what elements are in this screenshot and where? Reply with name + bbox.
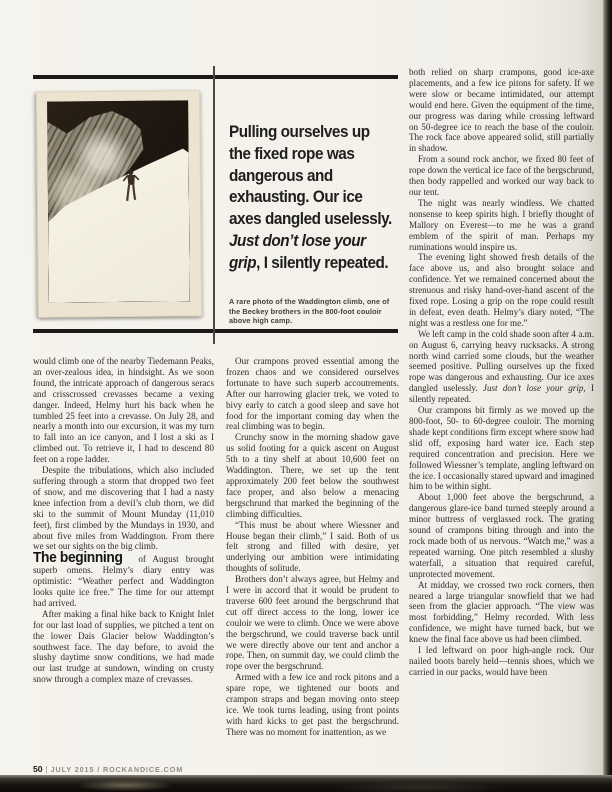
article-column-middle <box>226 356 399 738</box>
section-heading: The beginning <box>33 549 123 567</box>
paragraph: At midday, we crossed two rock corners, then neared a large triangular snowfield that we had seen from the glacier approach. “The view was most forbidding,” Helmy recorded. With less confidence, we might have turned back, but we knew the final face above us had been climbed. <box>409 579 594 645</box>
photo-image <box>47 100 190 302</box>
pull-quote-text: Pulling ourselves up the fixed rope was dangerous and exhausting. Our ice axes dangled uselessly. <box>229 122 392 229</box>
paragraph: Crunchy snow in the morning shadow gave us solid footing for a quick ascent on August 5th to a tiny shelf at about 10,600 feet on Waddington. There, we set up the tent approximately 200 feet below the southwest face proper, and also below a menacing bergschrund that marked the beginning of the climbing difficulties. <box>226 432 399 519</box>
paragraph: Armed with a few ice and rock pitons and a spare rope, we tightened our boots and crampon straps and began moving onto steep ice. We took turns leading, using front points with hard kicks to get past the bergschrund. There was no moment for inattention, as we <box>226 672 399 737</box>
pull-quote-text-end: , I silently repeated. <box>256 252 389 272</box>
page-edge-bottom <box>0 775 612 792</box>
paragraph: would climb one of the nearby Tiedemann Peaks, an over-zealous idea, in hindsight. As we soon found, the intricate approach of dangerous seracs and crisscrossed crevasses became a vexing danger. Indeed, Helmy hurt his back when he tumbled 25 feet into a crevasse. On July 28, and nearly a month into our excursion, it was my turn to fall into an ice canyon, and I lost a ski as I climbed out. To retrieve it, I had to descend 80 feet on a rope ladder. <box>33 356 214 465</box>
pull-quote-italic: Just don’t lose your grip <box>229 230 366 272</box>
paragraph: “This must be about where Wiessner and House began their climb,” I said. Both of us felt strong and filled with desire, yet underlying our ambition were intimidating thoughts of solitude. <box>226 519 399 574</box>
waddington-photo <box>36 90 202 317</box>
paragraph: About 1,000 feet above the bergschrund, a dangerous glare-ice band turned steeply around a minor buttress of verglassed rock. The grating sound of crampons biting through and into the rock made both of us nervous. “Watch me,” was a repeated warning. One pitch resembled a slushy waterfall, a situation that required careful, unprotected movement. <box>409 492 594 579</box>
page-edge-right <box>603 0 612 779</box>
article-column-right <box>409 67 594 678</box>
paragraph-text-end: I silently repeated. <box>409 383 594 405</box>
feature-rule-bottom <box>33 329 398 333</box>
paragraph <box>409 329 594 405</box>
photo-caption: A rare photo of the Waddington climb, one of the Beckey brothers in the 800-foot couloir above high camp. <box>229 297 390 326</box>
paragraph: From a sound rock anchor, we fixed 80 feet of rope down the vertical ice face of the bergschrund, then body rappelled and worked our way back to our tent. <box>409 154 594 197</box>
section-paragraph <box>33 549 214 609</box>
paragraph: Despite the tribulations, which also included suffering through a storm that dropped two feet of snow, and me discovering that I had a nasty knee infection from a devil’s club thorn, we did ski to the summit of Mount Munday (11,010 feet), first climbed by the Mundays in 1930, and about five miles from Waddington. From there we set our sights on the big climb. <box>33 465 214 552</box>
paragraph: of August brought superb omens. Helmy’s diary entry was optimistic: “Weather perfect and Waddington looks quite ice free.” The time for our attempt had arrived. <box>33 554 214 608</box>
paragraph-italic: Just don’t lose your grip, <box>482 383 586 394</box>
climber-figure-icon <box>121 169 143 203</box>
footer-separator: | <box>45 765 48 774</box>
feature-rule-top <box>33 75 398 79</box>
column-divider <box>213 66 215 344</box>
footer-issue: JULY 2015 / ROCKANDICE.COM <box>50 765 184 774</box>
paragraph: both relied on sharp crampons, good ice-axe placements, and a few ice pitons for safety. If we were slow or became intimidated, our attempt would end here. Given the equipment of the time, our progress was daring while crossing leftward on 50-degree ice to reach the base of the couloir. The rock face above appeared solid, still partially in shadow. <box>409 67 594 154</box>
paragraph: After making a final hike back to Knight Inlet for our last load of supplies, we pitched a tent on the lower Dais Glacier below Waddington’s southwest face. The day before, to avoid the slushy daytime snow conditions, we had made our last trudge at sundown, winding on crusty snow through a complex maze of crevasses. <box>33 608 214 685</box>
paragraph: Our crampons proved essential among the frozen chaos and we considered ourselves fortunate to have such superb accoutrements. After our harrowing glacier trek, we voted to bivy early to catch a good sleep and save hot food for the important coming day when the real climbing was to begin. <box>226 356 399 432</box>
page-number: 50 <box>33 764 43 774</box>
paragraph-text: We left camp in the cold shade soon after 4 a.m. on August 6, carrying heavy rucksacks. A strong north wind carried some clouds, but the weather seemed positive. Pulling ourselves up the fixed rope was dangerous and exhausting. Our ice axes dangled uselessly. <box>409 328 594 394</box>
paragraph: I led leftward on poor high-angle rock. Our nailed boots barely held—tennis shoes, which we carried in our packs, would have been <box>409 645 594 677</box>
article-column-left <box>33 356 214 685</box>
pull-quote <box>229 121 393 274</box>
paragraph: The evening light showed fresh details of the face above us, and also brought solace and confidence. Yet we remained concerned about the strenuous and risky hand-over-hand ascent of the fixed rope. Losing a grip on the rope could result in defeat, even death. Helmy’s diary noted, “The night was a restless one for me.” <box>409 252 594 328</box>
paragraph: The night was nearly windless. We chatted nonsense to keep spirits high. I briefly thought of Mallory on Everest—to me he was a grand emblem of the spirit of man. Perhaps my ruminations would inspire us. <box>409 197 594 252</box>
paragraph: Our crampons bit firmly as we moved up the 800-foot, 50- to 60-degree couloir. The morning shade kept conditions firm except where snow had slid off, exposing hard water ice. Each step required concentration and precision. Here we followed Wiessner’s template, angling leftward on the ice. I occasionally stared upward and imagined him to be within sight. <box>409 405 594 492</box>
paragraph: Brothers don’t always agree, but Helmy and I were in accord that it would be prudent to traverse 600 feet around the bergschrund that cut off direct access to the long, lower ice couloir we were to climb. Once we were above the bergschrund, we could traverse back until we were directly above our tent and anchor a rope. Then, on summit day, we could climb the rope over the bergschrund. <box>226 574 399 672</box>
